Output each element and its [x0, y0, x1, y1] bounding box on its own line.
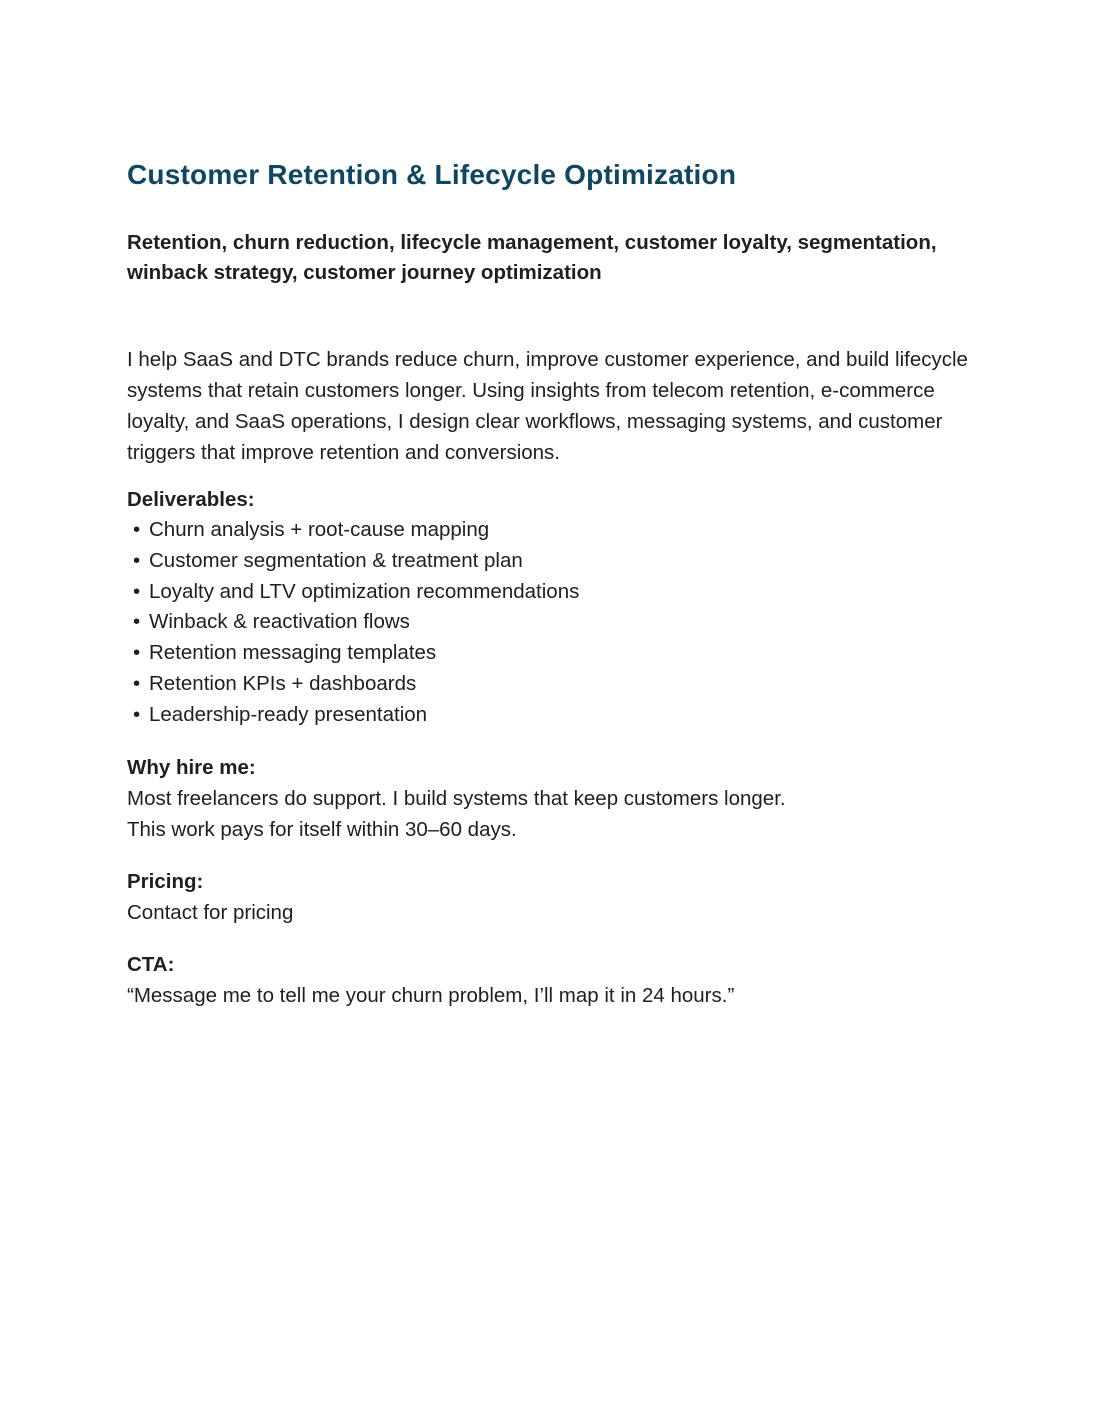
- deliverable-item: • Customer segmentation & treatment plan: [133, 546, 979, 577]
- document-content: [127, 158, 979, 1011]
- deliverable-item: • Leadership-ready presentation: [133, 700, 979, 731]
- deliverables-list: [127, 515, 979, 731]
- why-hire-line: This work pays for itself within 30–60 days.: [127, 817, 517, 841]
- deliverable-item: • Retention KPIs + dashboards: [133, 669, 979, 700]
- cta-heading: CTA:: [127, 952, 175, 976]
- deliverable-item: • Loyalty and LTV optimization recommendations: [133, 577, 979, 608]
- pricing-section: [127, 866, 979, 928]
- cta-body: “Message me to tell me your churn problem, I’ll map it in 24 hours.”: [127, 983, 735, 1007]
- why-hire-heading: Why hire me:: [127, 755, 256, 779]
- deliverables-heading: Deliverables:: [127, 488, 255, 511]
- page-title: Customer Retention & Lifecycle Optimization: [127, 159, 737, 190]
- deliverables-section: [127, 484, 979, 731]
- cta-section: [127, 949, 979, 1011]
- deliverable-item: • Churn analysis + root-cause mapping: [133, 515, 979, 546]
- why-hire-line: Most freelancers do support. I build systems that keep customers longer.: [127, 786, 786, 810]
- pricing-heading: Pricing:: [127, 869, 204, 893]
- document-subtitle: Retention, churn reduction, lifecycle management, customer loyalty, segmentation, winback strategy, customer journey optimization: [127, 231, 937, 284]
- deliverable-item: • Winback & reactivation flows: [133, 607, 979, 638]
- deliverable-item: • Retention messaging templates: [133, 638, 979, 669]
- intro-paragraph: I help SaaS and DTC brands reduce churn, improve customer experience, and build lifecycle systems that retain customers longer. Using insights from telecom retention, e-commerce loyalty, and SaaS operations, I design clear workflows, messaging systems, and customer triggers that improve retention and conversions.: [127, 348, 968, 464]
- why-hire-section: [127, 752, 979, 845]
- pricing-body: Contact for pricing: [127, 900, 294, 924]
